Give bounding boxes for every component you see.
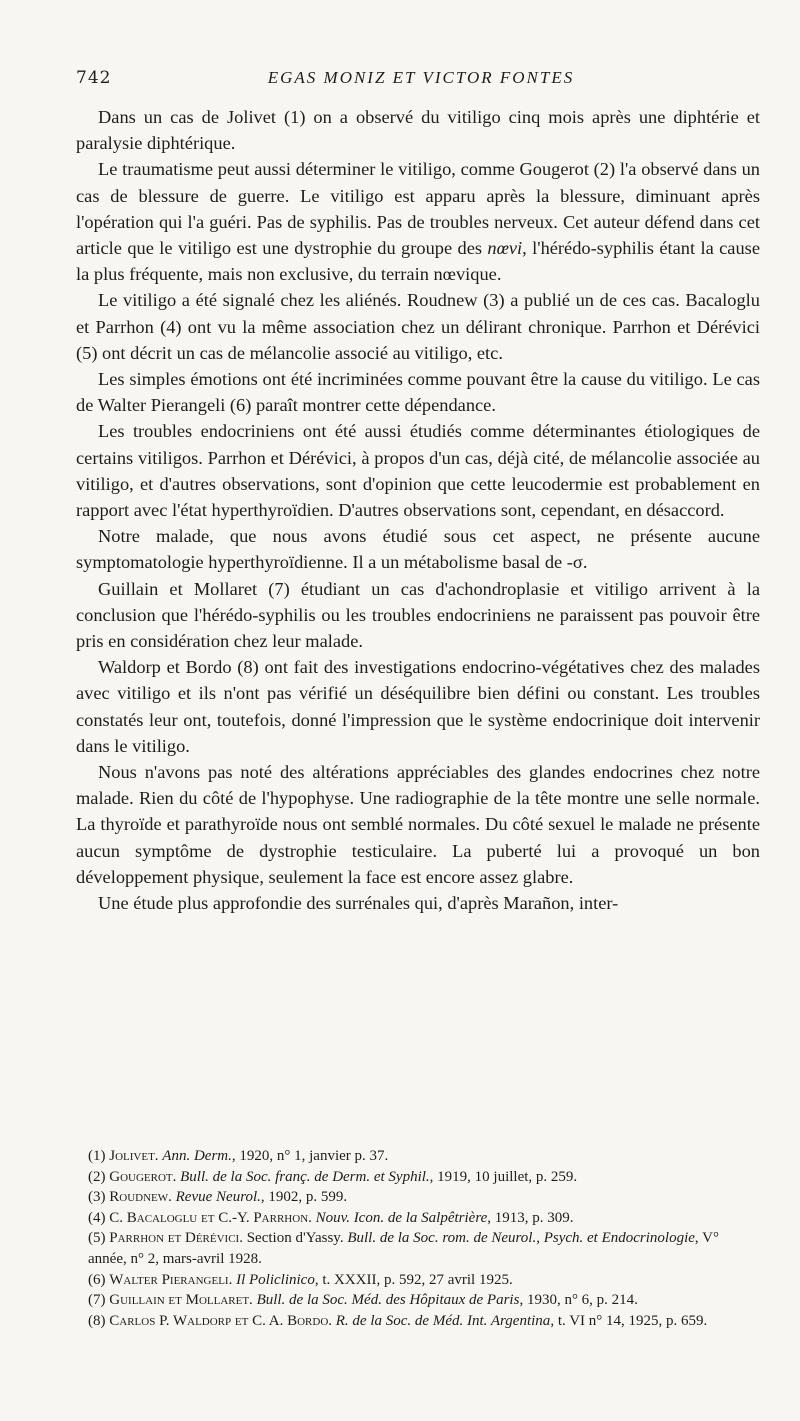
paragraph: Notre malade, que nous avons étudié sous cet aspect, ne présente aucune symptomatologie hyperthyroïdienne. Il a un métabolisme basal de -σ. — [76, 526, 760, 573]
page-number: 742 — [76, 68, 112, 88]
footnote: (3) Roudnew. Revue Neurol., 1902, p. 599. — [88, 1189, 348, 1206]
paragraph: Nous n'avons pas noté des altérations appréciables des glandes endocrines chez notre malade. Rien du côté de l'hypophyse. Une radiographie de la tête montre une selle normale. La thyroïde et parathyroïde nous ont semblé normales. Du côté sexuel le malade ne présente aucun symptôme de dystrophie testiculaire. La puberté lui a provoqué un bon développement physique, seulement la face est encore assez glabre. — [76, 762, 760, 887]
footnote: (7) Guillain et Mollaret. Bull. de la Soc. Méd. des Hôpitaux de Paris, 1930, n° 6, p. 214. — [88, 1292, 638, 1309]
footnotes — [88, 1146, 760, 1331]
paragraph: Une étude plus approfondie des surrénales qui, d'après Marañon, inter- — [98, 893, 619, 914]
footnote: (6) Walter Pierangeli. Il Policlinico, t. XXXII, p. 592, 27 avril 1925. — [88, 1271, 513, 1288]
footnote: (4) C. Bacaloglu et C.-Y. Parrhon. Nouv. Icon. de la Salpêtrière, 1913, p. 309. — [88, 1209, 574, 1226]
paragraph: Les simples émotions ont été incriminées comme pouvant être la cause du vitiligo. Le cas de Walter Pierangeli (6) paraît montrer cette dépendance. — [76, 369, 760, 416]
running-head: EGAS MONIZ ET VICTOR FONTES — [267, 68, 575, 87]
paragraph: Le vitiligo a été signalé chez les aliénés. Roudnew (3) a publié un de ces cas. Bacaloglu et Parrhon (4) ont vu la même association chez un délirant chronique. Parrhon et Dérévici (5) ont décrit un cas de mélancolie associé au vitiligo, etc. — [76, 290, 760, 363]
footnote: (5) Parrhon et Dérévici. Section d'Yassy. Bull. de la Soc. rom. de Neurol., Psych. et Endocrinologie, V° année, n° 2, mars-avril 1928. — [88, 1230, 719, 1267]
footnote: (1) Jolivet. Ann. Derm., 1920, n° 1, janvier p. 37. — [88, 1148, 389, 1164]
footnote: (8) Carlos P. Waldorp et C. A. Bordo. R. de la Soc. de Méd. Int. Argentina, t. VI n° 14, 1925, p. 659. — [88, 1312, 708, 1329]
paragraph: Les troubles endocriniens ont été aussi étudiés comme déterminantes étiologiques de certains vitiligos. Parrhon et Dérévici, à propos d'un cas, déjà cité, de mélancolie associée au vitiligo, et d'autres observations, sont d'opinion que cette leucodermie est probablement en rapport avec l'état hyperthyroïdien. D'autres observations sont, cependant, en désaccord. — [76, 421, 760, 521]
paragraph: Waldorp et Bordo (8) ont fait des investigations endocrino-végétatives chez des malades avec vitiligo et ils n'ont pas vérifié un déséquilibre bien défini ou constant. Les troubles constatés leur ont, toutefois, donné l'impression que le système endocrinique doit intervenir dans le vitiligo. — [76, 657, 760, 756]
body-text — [76, 104, 760, 916]
footnote: (2) Gougerot. Bull. de la Soc. franç. de Derm. et Syphil., 1919, 10 juillet, p. 259. — [88, 1168, 578, 1185]
paragraph: Dans un cas de Jolivet (1) on a observé du vitiligo cinq mois après une diphtérie et paralysie diphtérique. — [76, 107, 760, 154]
paragraph: Le traumatisme peut aussi déterminer le vitiligo, comme Gougerot (2) l'a observé dans un cas de blessure de guerre. Le vitiligo est apparu après la blessure, diminuant après l'opération qui l'a guéri. Pas de syphilis. Pas de troubles nerveux. Cet auteur défend dans cet article que le vitiligo est une dystrophie du groupe des nœvi, l'hérédo-syphilis étant la cause la plus fréquente, mais non exclusive, du terrain nœvique. — [76, 159, 760, 285]
paragraph: Guillain et Mollaret (7) étudiant un cas d'achondroplasie et vitiligo arrivent à la conclusion que l'hérédo-syphilis ou les troubles endocriniens ne paraissent pas pouvoir être pris en considération chez leur malade. — [76, 578, 760, 652]
page-header — [76, 68, 766, 92]
